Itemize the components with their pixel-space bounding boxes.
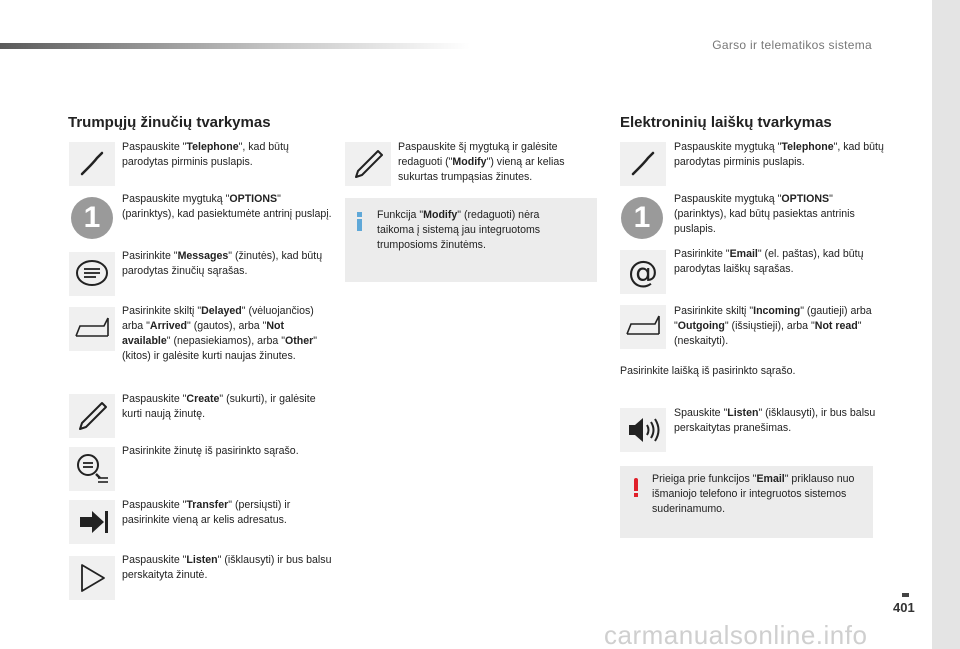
transfer-arrow-icon xyxy=(69,500,115,544)
message-bubble-icon xyxy=(69,252,115,296)
warning-icon xyxy=(634,478,640,497)
sms-step-3: Pasirinkite "Messages" (žinutės), kad būtų parodytas žinučių sąrašas. xyxy=(122,250,323,277)
warning-note xyxy=(620,466,873,538)
header-gradient-bar xyxy=(0,43,470,49)
sms-step-2: Paspauskite mygtuką "OPTIONS" (parinktys), kad pasiektumėte antrinį puslapį. xyxy=(122,193,332,220)
play-triangle-icon xyxy=(69,556,115,600)
page-number: 401 xyxy=(893,600,915,615)
email-title: Elektroninių laiškų tvarkymas xyxy=(620,114,832,131)
select-list-icon xyxy=(69,447,115,491)
tab-folder-icon xyxy=(69,307,115,351)
email-step-4: Pasirinkite skiltį "Incoming" (gautieji) arba "Outgoing" (išsiųstieji), arba "Not read" (neskaityti). xyxy=(674,305,872,347)
email-step-2: Paspauskite mygtuką "OPTIONS" (parinktys), kad būtų pasiektas antrinis puslapis. xyxy=(674,193,855,235)
section-header: Garso ir telematikos sistema xyxy=(712,38,872,52)
warning-note-text: Prieiga prie funkcijos "Email" priklauso nuo išmaniojo telefono ir integruotos sistemos suderinamumo. xyxy=(652,473,855,515)
sms-step-7: Paspauskite "Transfer" (persiųsti) ir pasirinkite vieną ar kelis adresatus. xyxy=(122,499,291,526)
phone-handset-icon xyxy=(69,142,115,186)
email-step-1: Paspauskite mygtuką "Telephone", kad būtų parodytas pirminis puslapis. xyxy=(674,141,884,168)
page-marker xyxy=(902,593,909,597)
sms-step-1: Paspauskite "Telephone", kad būtų parodytas pirminis puslapis. xyxy=(122,141,289,168)
sms-step-6: Pasirinkite žinutę iš pasirinkto sąrašo. xyxy=(122,445,299,457)
sms-title: Trumpųjų žinučių tvarkymas xyxy=(68,114,271,131)
info-icon xyxy=(357,212,363,231)
at-sign-icon xyxy=(620,250,666,294)
info-note xyxy=(345,198,597,282)
email-listen-step: Spauskite "Listen" (išklausyti), ir bus balsu perskaitytas pranešimas. xyxy=(674,407,876,434)
number-1-icon: 1 xyxy=(621,197,663,239)
watermark: carmanualsonline.info xyxy=(604,620,868,649)
phone-handset-icon xyxy=(620,142,666,186)
speaker-icon xyxy=(620,408,666,452)
email-step-3: Pasirinkite "Email" (el. paštas), kad būtų parodytas laiškų sąrašas. xyxy=(674,248,864,275)
sms-modify-step: Paspauskite šį mygtuką ir galėsite redaguoti ("Modify") vieną ar kelias sukurtas trumpąsias žinutes. xyxy=(398,141,565,183)
svg-text:@: @ xyxy=(628,255,658,289)
pencil-icon xyxy=(345,142,391,186)
number-1-icon: 1 xyxy=(71,197,113,239)
info-note-text: Funkcija "Modify" (redaguoti) nėra taikoma į sistemą jau integruotoms trumposioms žinutėms. xyxy=(377,209,541,251)
email-plain-step: Pasirinkite laišką iš pasirinkto sąrašo. xyxy=(620,365,796,377)
side-strip xyxy=(932,0,960,649)
tab-folder-icon xyxy=(620,305,666,349)
pencil-icon xyxy=(69,394,115,438)
sms-step-5: Paspauskite "Create" (sukurti), ir galėsite kurti naują žinutę. xyxy=(122,393,316,420)
sms-step-8: Paspauskite "Listen" (išklausyti) ir bus balsu perskaityta žinutė. xyxy=(122,554,332,581)
sms-step-4: Pasirinkite skiltį "Delayed" (vėluojančios) arba "Arrived" (gautos), arba "Not available" (nepasiekiamos), arba "Other" (kitos) ir galėsite kurti naujas žinutes. xyxy=(122,305,318,362)
